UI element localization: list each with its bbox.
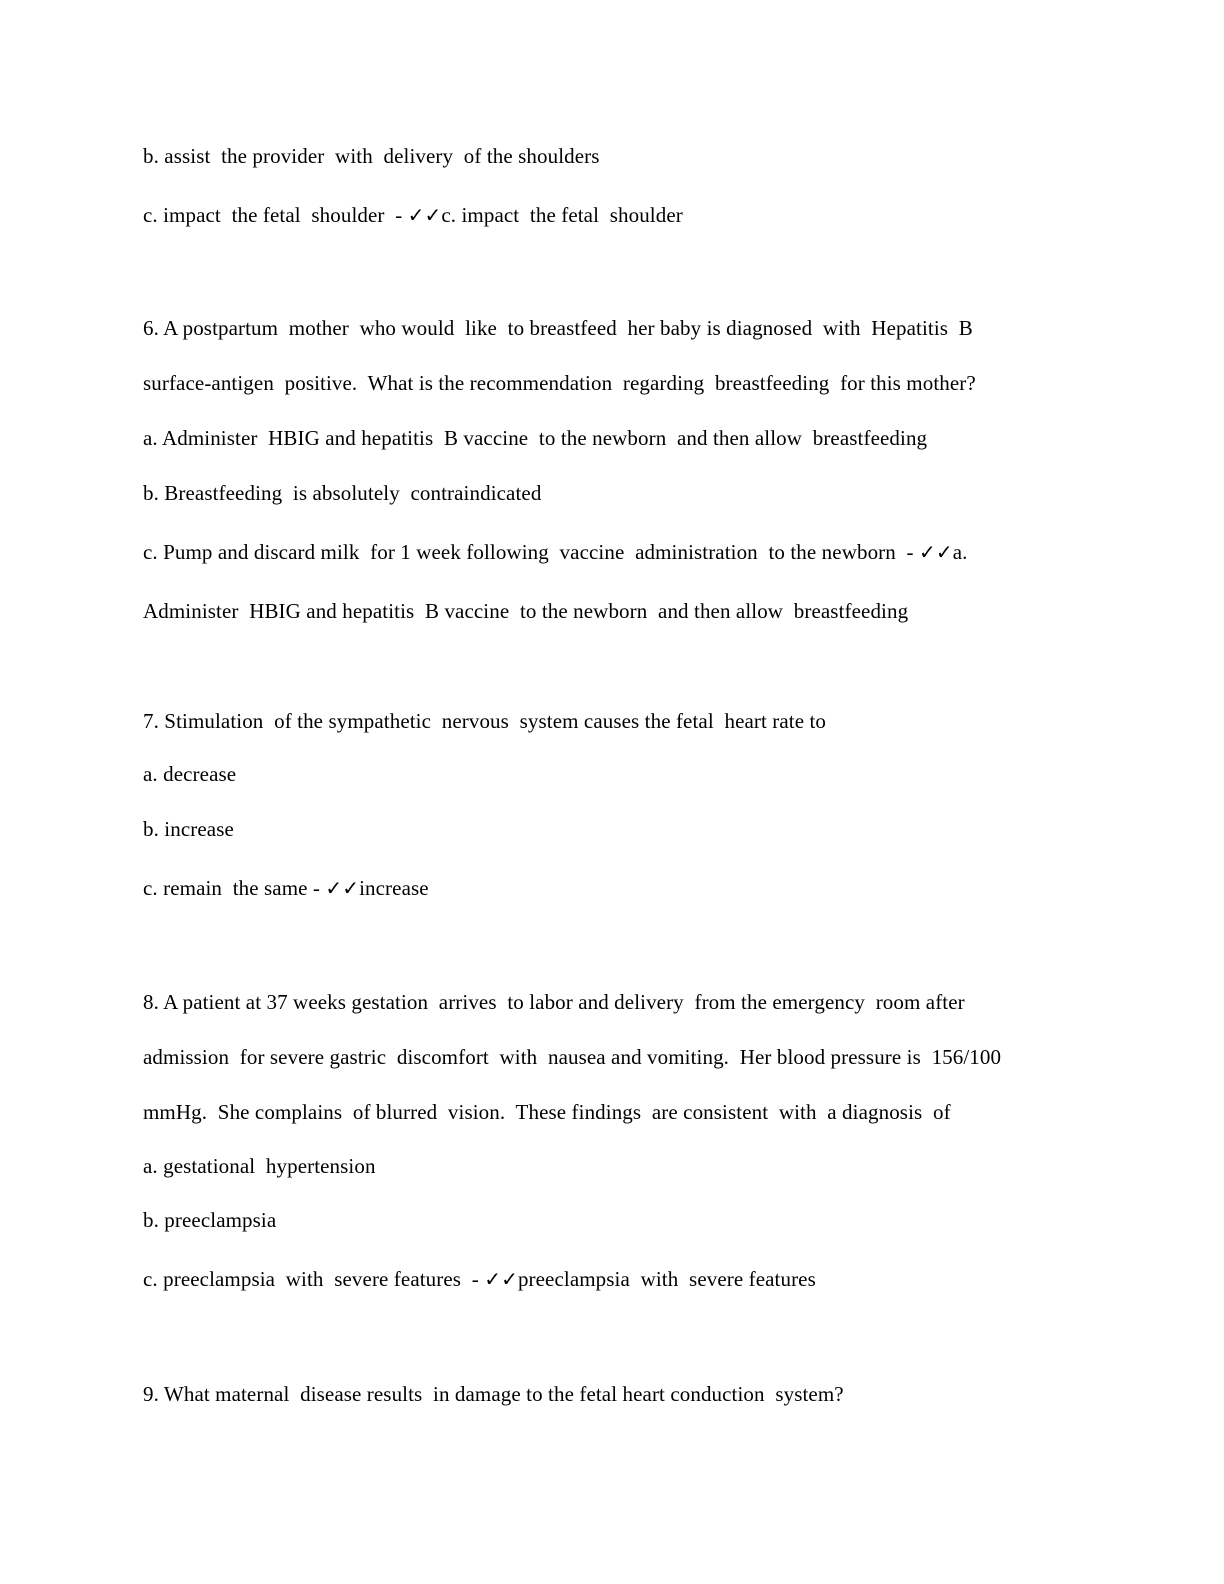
q7-stem: 7. Stimulation of the sympathetic nervous system causes the fetal heart rate to: [143, 709, 827, 733]
q8-option-c-answer: c. preeclampsia with severe features - ✓✓preeclampsia with severe features: [143, 1267, 816, 1291]
q8-stem-line-3: mmHg. She complains of blurred vision. These findings are consistent with a diagnosis of: [143, 1100, 951, 1124]
checkmark-icon: ✓✓: [484, 1267, 518, 1291]
checkmark-icon: ✓✓: [325, 876, 360, 900]
q8-option-b: b. preeclampsia: [143, 1208, 277, 1232]
q6-option-b: b. Breastfeeding is absolutely contraindicated: [143, 481, 542, 505]
q8-stem-line-1: 8. A patient at 37 weeks gestation arrives to labor and delivery from the emergency room after: [143, 990, 965, 1014]
q6-stem-line-2: surface-antigen positive. What is the recommendation regarding breastfeeding for this mother?: [143, 371, 976, 395]
q6-option-a: a. Administer HBIG and hepatitis B vaccine to the newborn and then allow breastfeeding: [143, 426, 928, 450]
q6-answer-continuation: Administer HBIG and hepatitis B vaccine to the newborn and then allow breastfeeding: [143, 599, 909, 623]
q8-option-a: a. gestational hypertension: [143, 1154, 376, 1178]
q7-option-c-answer: c. remain the same - ✓✓increase: [143, 876, 429, 900]
q7-option-b: b. increase: [143, 817, 234, 841]
q5-option-c-answer: c. impact the fetal shoulder - ✓✓c. impact the fetal shoulder: [143, 203, 683, 227]
q5-option-b: b. assist the provider with delivery of the shoulders: [143, 144, 600, 168]
q8-stem-line-2: admission for severe gastric discomfort with nausea and vomiting. Her blood pressure is 156/100: [143, 1045, 1002, 1069]
q6-stem-line-1: 6. A postpartum mother who would like to breastfeed her baby is diagnosed with Hepatitis B: [143, 316, 973, 340]
checkmark-icon: ✓✓: [919, 540, 953, 564]
q7-option-a: a. decrease: [143, 762, 237, 786]
checkmark-icon: ✓✓: [407, 203, 442, 227]
q9-stem: 9. What maternal disease results in damage to the fetal heart conduction system?: [143, 1382, 844, 1406]
q6-option-c-answer: c. Pump and discard milk for 1 week following vaccine administration to the newborn - ✓✓a.: [143, 540, 968, 564]
